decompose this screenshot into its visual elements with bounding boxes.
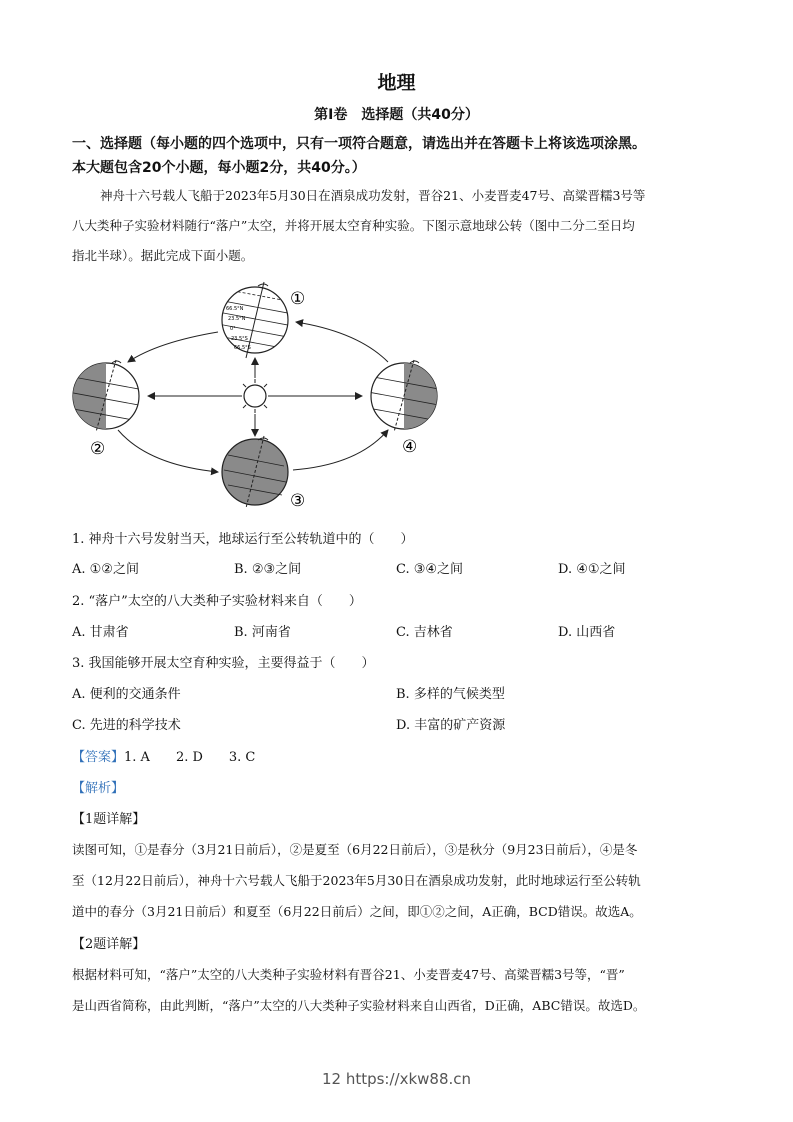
q1-option-b[interactable]: B. ②③之间 bbox=[234, 562, 302, 577]
q2-option-b[interactable]: B. 河南省 bbox=[234, 625, 291, 640]
earth-position-3 bbox=[222, 436, 288, 508]
q2-analysis-line2: 是山西省简称，由此判断，“落户”太空的八大类种子实验材料来自山西省，D正确，ABC错误。故选D。 bbox=[72, 998, 646, 1013]
q1-analysis-line1: 读图可知，①是春分（3月21日前后），②是夏至（6月22日前后），③是秋分（9月23日前后），④是冬 bbox=[72, 842, 638, 857]
analysis-tag: 【解析】 bbox=[72, 781, 125, 796]
q2-option-d[interactable]: D. 山西省 bbox=[558, 625, 616, 640]
q1-option-d[interactable]: D. ④①之间 bbox=[558, 562, 626, 577]
q2-option-c[interactable]: C. 吉林省 bbox=[396, 625, 453, 640]
orbit-arc-3-4 bbox=[293, 430, 388, 470]
lat-label-23s: 23.5°S bbox=[231, 336, 248, 342]
question-1-stem: 1. 神舟十六号发射当天，地球运行至公转轨道中的（ ） bbox=[72, 532, 414, 547]
q3-option-a[interactable]: A. 便利的交通条件 bbox=[72, 687, 181, 702]
sun-icon bbox=[238, 379, 272, 413]
q3-option-d[interactable]: D. 丰富的矿产资源 bbox=[396, 718, 506, 733]
orbit-arc-2-3 bbox=[118, 430, 218, 472]
q1-option-c[interactable]: C. ③④之间 bbox=[396, 562, 464, 577]
section-subtitle: 第Ⅰ卷 选择题（共40分） bbox=[314, 107, 479, 123]
q3-option-b[interactable]: B. 多样的气候类型 bbox=[396, 687, 505, 702]
earth-revolution-diagram bbox=[68, 280, 448, 516]
position-label-1: ① bbox=[290, 289, 306, 309]
page-footer: 12 https://xkw88.cn bbox=[321, 1070, 472, 1088]
question-2-stem: 2. “落户”太空的八大类种子实验材料来自（ ） bbox=[72, 594, 362, 609]
lat-label-0: 0° bbox=[230, 326, 236, 332]
earth-position-1 bbox=[218, 282, 293, 358]
answer-line bbox=[72, 746, 255, 765]
intro-line1: 神舟十六号载人飞船于2023年5月30日在酒泉成功发射，晋谷21、小麦晋麦47号、高粱晋糯3号等 bbox=[100, 188, 646, 203]
lat-label-23n: 23.5°N bbox=[228, 316, 246, 322]
q3-option-c[interactable]: C. 先进的科学技术 bbox=[72, 718, 181, 733]
orbit-arc-1-2 bbox=[128, 332, 218, 362]
position-label-2: ② bbox=[90, 439, 106, 459]
lat-label-66n: 66.5°N bbox=[226, 306, 244, 312]
q2-analysis-heading: 【2题详解】 bbox=[72, 937, 146, 952]
q2-option-a[interactable]: A. 甘肃省 bbox=[72, 625, 129, 640]
intro-line3: 指北半球）。据此完成下面小题。 bbox=[72, 248, 254, 263]
earth-position-2 bbox=[68, 360, 144, 432]
section-instruction-line1: 一、选择题（每小题的四个选项中，只有一项符合题意，请选出并在答题卡上将该选项涂黑。 bbox=[72, 136, 646, 152]
q1-analysis-line3: 道中的春分（3月21日前后）和夏至（6月22日前后）之间，即①②之间，A正确，BCD错误。故选A。 bbox=[72, 904, 642, 919]
q1-option-a[interactable]: A. ①②之间 bbox=[72, 562, 139, 577]
q1-analysis-heading: 【1题详解】 bbox=[72, 812, 146, 827]
lat-label-66s: 66.5°S bbox=[234, 345, 251, 351]
earth-position-4 bbox=[368, 360, 444, 432]
orbit-arc-4-1 bbox=[296, 322, 388, 362]
answer-text: 1. A 2. D 3. C bbox=[124, 750, 256, 765]
answer-tag: 【答案】 bbox=[72, 750, 125, 765]
page-title: 地理 bbox=[377, 72, 416, 94]
question-3-stem: 3. 我国能够开展太空育种实验，主要得益于（ ） bbox=[72, 656, 375, 671]
q2-analysis-line1: 根据材料可知，“落户”太空的八大类种子实验材料有晋谷21、小麦晋麦47号、高粱晋糯3号等，“晋” bbox=[72, 967, 625, 982]
section-instruction-line2: 本大题包含20个小题，每小题2分，共40分。） bbox=[72, 160, 366, 176]
intro-line2: 八大类种子实验材料随行“落户”太空，并将开展太空育种实验。下图示意地球公转（图中二分二至日均 bbox=[72, 218, 635, 233]
position-label-3: ③ bbox=[290, 491, 306, 511]
q1-analysis-line2: 至（12月22日前后），神舟十六号载人飞船于2023年5月30日在酒泉成功发射，此时地球运行至公转轨 bbox=[72, 873, 641, 888]
position-label-4: ④ bbox=[402, 437, 418, 457]
